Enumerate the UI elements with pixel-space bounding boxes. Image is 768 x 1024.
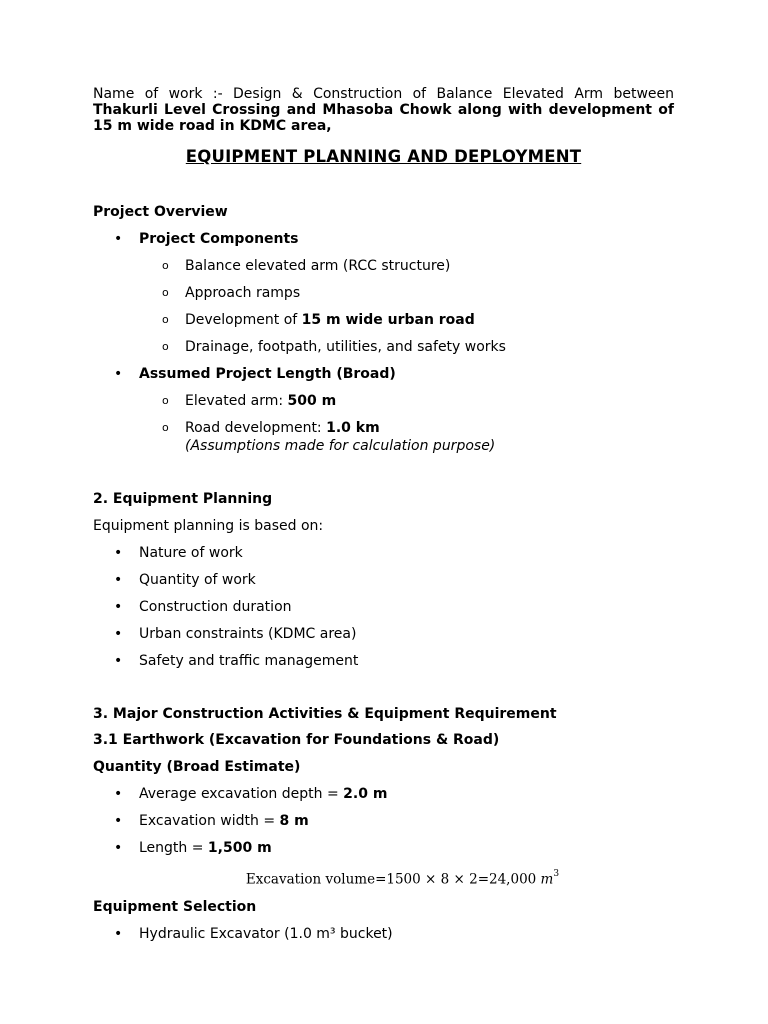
list-item — [93, 571, 674, 589]
project-components-list — [139, 257, 674, 356]
list-item — [93, 839, 674, 857]
name-of-work-line-1: Name of work :- Design & Construction of Balance Elevated Arm between — [93, 86, 674, 102]
circle-bullet-icon: o — [162, 286, 169, 299]
length-text: Elevated arm: — [185, 393, 288, 409]
circle-bullet-icon: o — [162, 394, 169, 407]
name-of-work — [93, 86, 674, 134]
length-value: 500 m — [287, 393, 337, 409]
list-item — [139, 419, 674, 455]
excavation-volume-formula — [93, 867, 674, 889]
quantity-value: 2.0 m — [343, 786, 388, 802]
assumption-note: (Assumptions made for calculation purpose) — [185, 438, 496, 454]
quantity-value: 8 m — [279, 813, 309, 829]
list-item — [139, 338, 674, 356]
circle-bullet-icon: o — [162, 421, 169, 434]
circle-bullet-icon: o — [162, 340, 169, 353]
earthwork-heading: 3.1 Earthwork (Excavation for Foundations & Road) — [93, 732, 500, 748]
list-item — [139, 257, 674, 275]
list-item — [93, 544, 674, 562]
quantity-value: 1,500 m — [207, 840, 272, 856]
length-value: 1.0 km — [326, 420, 380, 436]
name-of-work-line-2: Thakurli Level Crossing and Mhasoba Chowk along with development of — [93, 102, 674, 118]
equipment-selection-list — [93, 925, 674, 943]
quantity-list — [93, 785, 674, 857]
major-activities-heading: 3. Major Construction Activities & Equipment Requirement — [93, 706, 557, 722]
project-length-list — [139, 392, 674, 455]
length-text: Road development: — [185, 420, 327, 436]
bullet-icon: • — [114, 366, 123, 382]
equipment-planning-intro: Equipment planning is based on: — [93, 518, 324, 534]
list-item — [93, 785, 674, 803]
list-item — [93, 625, 674, 643]
list-item — [139, 392, 674, 410]
basis-text: Quantity of work — [139, 572, 256, 588]
formula-unit: m — [540, 871, 554, 888]
bullet-icon: • — [114, 545, 123, 561]
bullet-icon: • — [114, 626, 123, 642]
bullet-icon: • — [114, 231, 123, 247]
quantity-text: Excavation width = — [139, 813, 280, 829]
bullet-icon: • — [114, 786, 123, 802]
list-item — [139, 284, 674, 302]
formula-label: Excavation volume — [245, 871, 376, 888]
list-item — [93, 230, 674, 356]
document-page — [93, 86, 674, 943]
page-title: EQUIPMENT PLANNING AND DEPLOYMENT — [185, 147, 582, 166]
bullet-icon: • — [114, 653, 123, 669]
quantity-text: Length = — [139, 840, 208, 856]
planning-basis-list — [93, 544, 674, 670]
equipment-text: Hydraulic Excavator (1.0 m³ bucket) — [139, 925, 393, 942]
component-text-bold: 15 m wide urban road — [301, 312, 475, 328]
bullet-icon: • — [114, 840, 123, 856]
list-item — [93, 365, 674, 455]
equipment-selection-heading: Equipment Selection — [93, 898, 257, 915]
basis-text: Construction duration — [139, 599, 292, 615]
equipment-planning-heading: 2. Equipment Planning — [93, 491, 273, 507]
circle-bullet-icon: o — [162, 313, 169, 326]
component-text: Development of — [185, 312, 302, 328]
formula-expression: =1500 × 8 × 2=24,000 — [375, 871, 537, 888]
list-item — [93, 652, 674, 670]
component-text: Drainage, footpath, utilities, and safety works — [185, 339, 506, 355]
circle-bullet-icon: o — [162, 259, 169, 272]
quantity-heading: Quantity (Broad Estimate) — [93, 759, 301, 775]
component-text: Balance elevated arm (RCC structure) — [185, 258, 451, 274]
basis-text: Safety and traffic management — [139, 653, 359, 669]
list-item — [93, 598, 674, 616]
list-item — [93, 812, 674, 830]
basis-text: Nature of work — [139, 545, 243, 561]
project-length-label: Assumed Project Length (Broad) — [139, 366, 396, 382]
quantity-text: Average excavation depth = — [139, 786, 344, 802]
overview-list — [93, 230, 674, 455]
basis-text: Urban constraints (KDMC area) — [139, 626, 357, 642]
project-overview-heading: Project Overview — [93, 204, 228, 220]
formula-exponent: 3 — [553, 869, 560, 879]
bullet-icon: • — [114, 599, 123, 615]
bullet-icon: • — [114, 572, 123, 588]
list-item — [139, 311, 674, 329]
bullet-icon: • — [114, 925, 123, 942]
bullet-icon: • — [114, 813, 123, 829]
list-item — [93, 925, 674, 943]
name-of-work-line-3: 15 m wide road in KDMC area, — [93, 118, 332, 134]
project-components-label: Project Components — [139, 231, 299, 247]
component-text: Approach ramps — [185, 285, 301, 301]
